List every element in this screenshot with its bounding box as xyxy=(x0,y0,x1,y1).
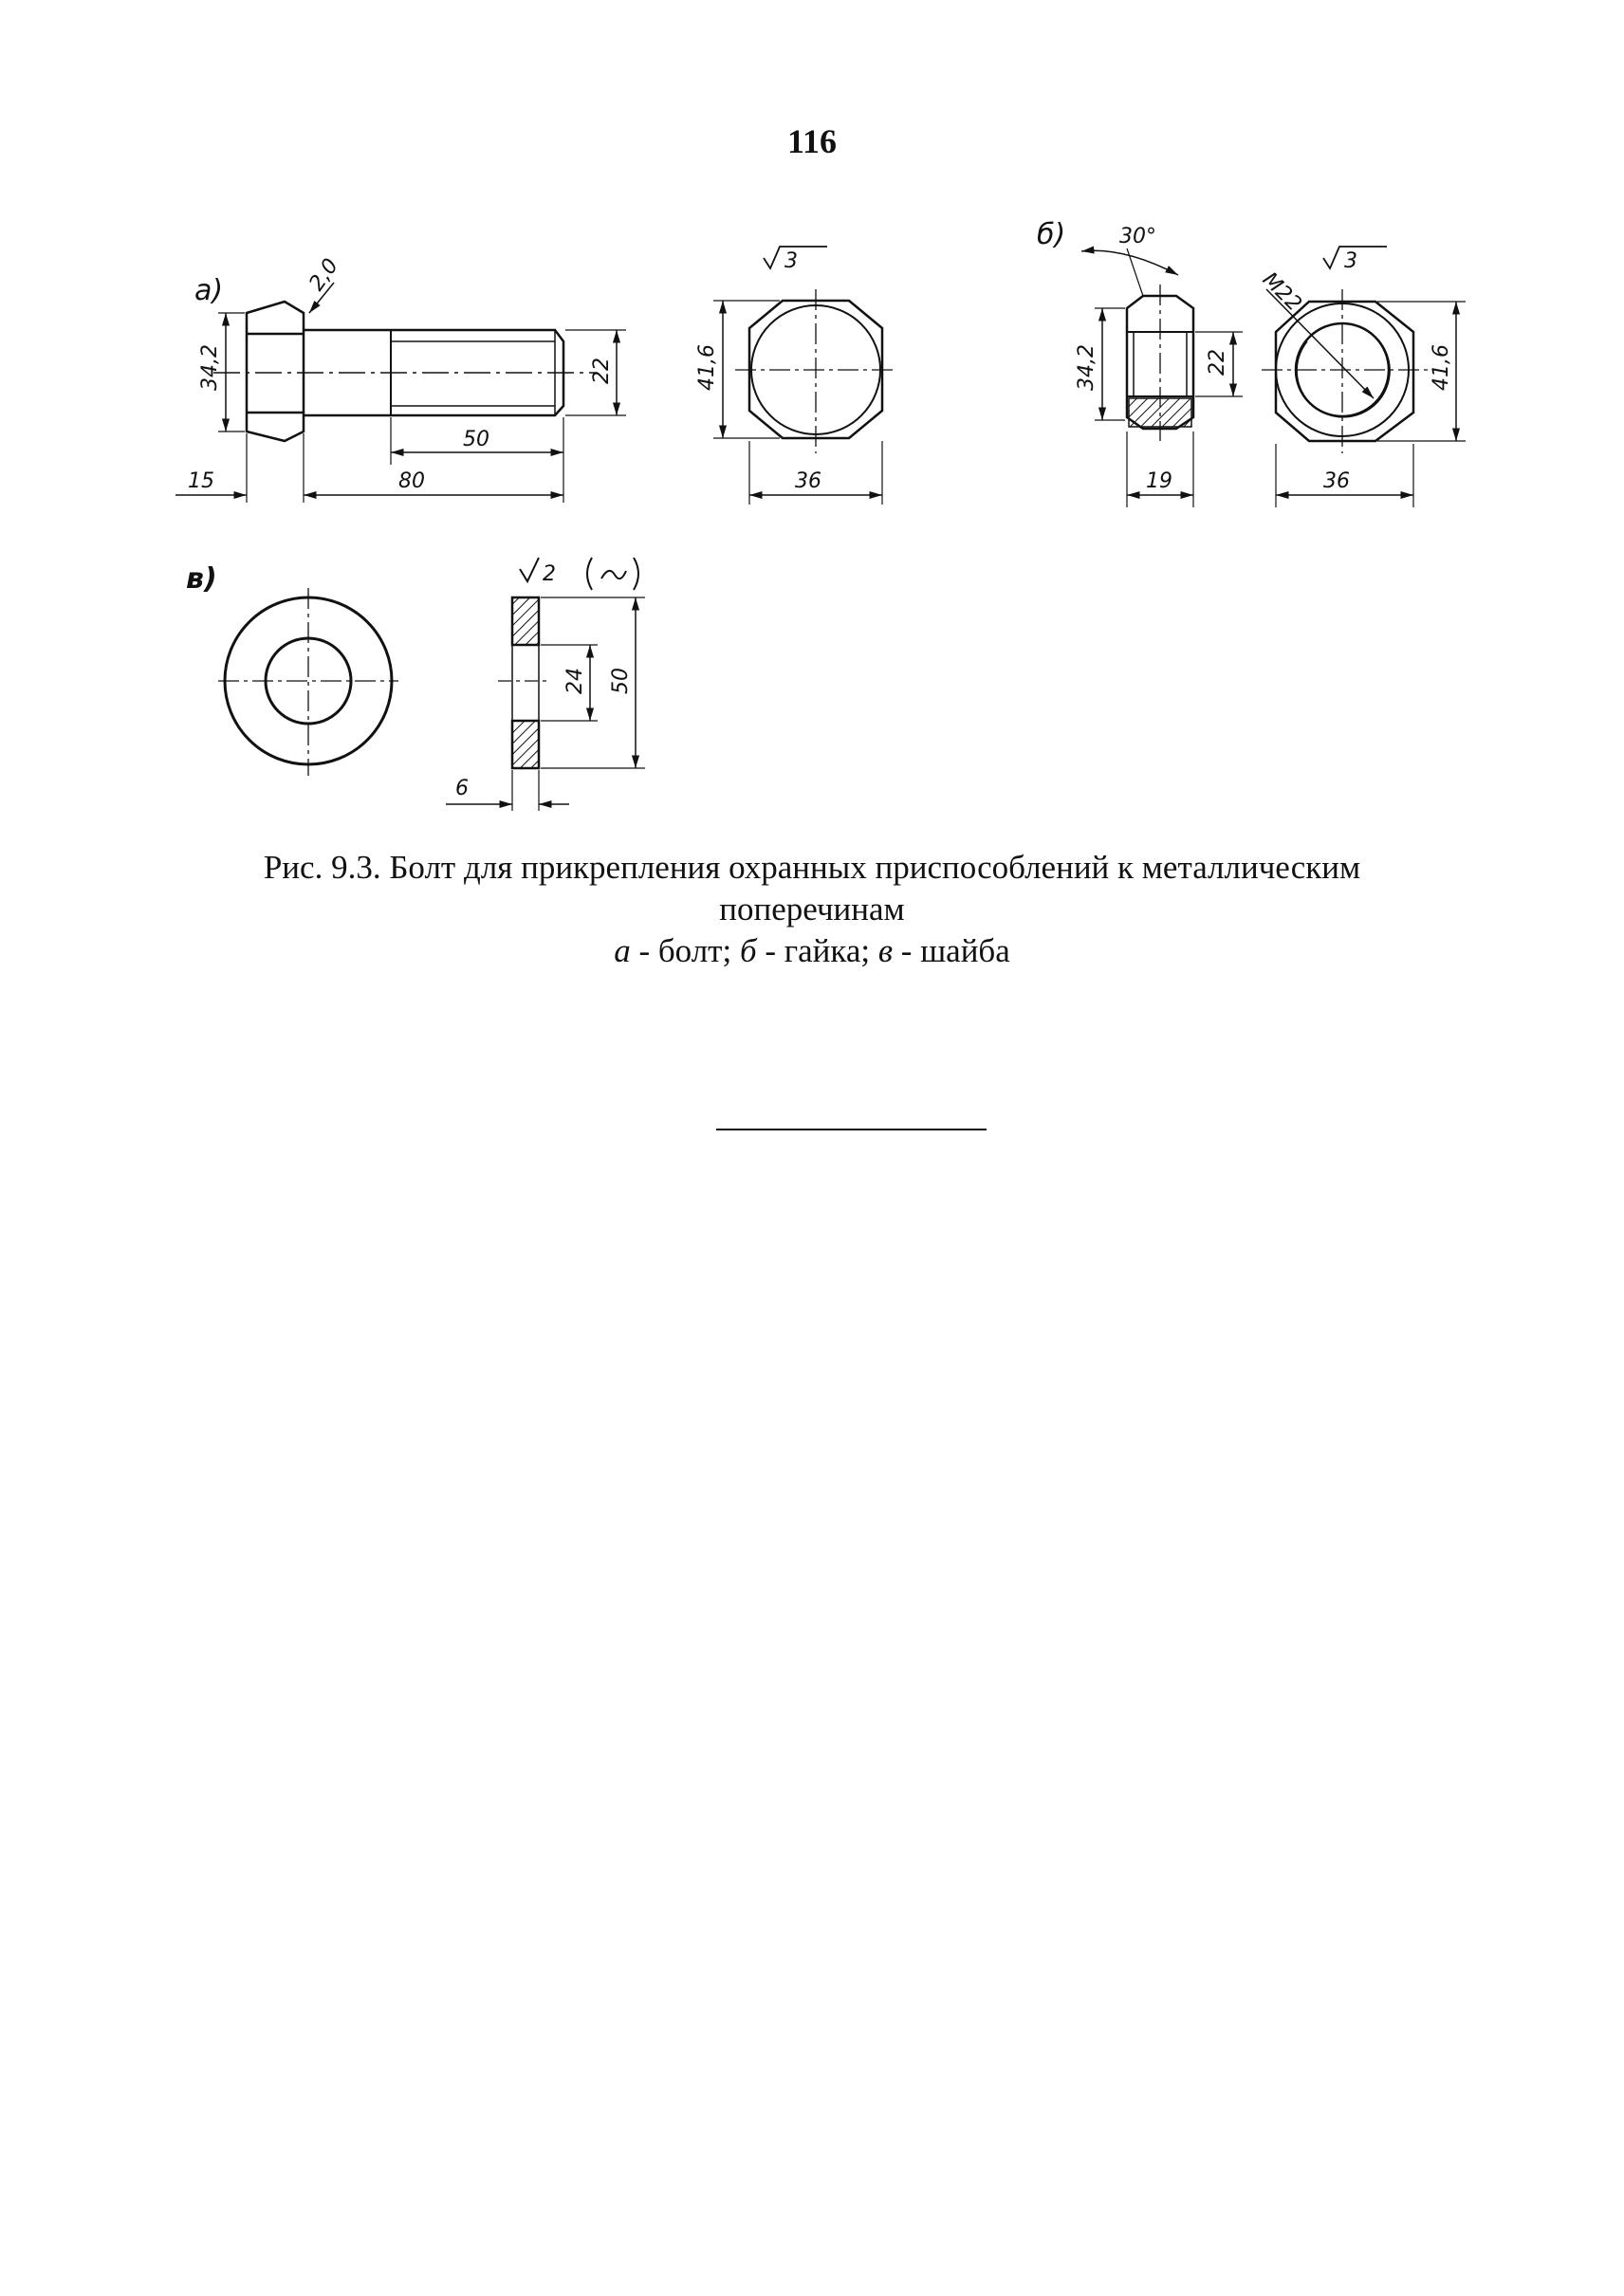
label-a: а) xyxy=(194,274,224,307)
caption-text-v: - шайба xyxy=(893,932,1010,969)
dim-head-hex-width: 36 xyxy=(795,469,821,493)
angle-arc xyxy=(1081,250,1178,275)
page-number: 116 xyxy=(786,122,837,160)
caption-text-a: - болт; xyxy=(630,932,740,969)
nut-end-view xyxy=(1262,289,1428,453)
caption-text-b: - гайка; xyxy=(756,932,878,969)
dim-washer-roughness: 2 xyxy=(543,562,556,586)
bolt-head-end-view xyxy=(735,289,896,453)
dim-nut-height: 34,2 xyxy=(1075,344,1098,391)
dim-nut-thread-callout: M22 xyxy=(1257,267,1306,317)
dim-washer-inner: 24 xyxy=(563,668,587,694)
figure-caption xyxy=(0,847,1624,972)
caption-key-v: в xyxy=(877,932,894,969)
roughness-any-method-symbol xyxy=(587,558,638,590)
caption-line-1: Рис. 9.3. Болт для прикрепления охранных приспособлений к металлическим xyxy=(263,849,1361,886)
caption-line-3 xyxy=(0,930,1624,972)
dim-head-roughness: 3 xyxy=(784,249,798,273)
dim-bolt-head-height: 34,2 xyxy=(198,344,222,391)
label-v: в) xyxy=(186,562,217,596)
label-b: б) xyxy=(1037,218,1066,251)
dim-nut-angle: 30° xyxy=(1119,225,1156,248)
bolt-side-view xyxy=(213,302,598,441)
nut-side-view xyxy=(1127,285,1193,441)
dim-bolt-thread-length: 50 xyxy=(463,428,489,451)
dim-washer-outer: 50 xyxy=(609,668,633,694)
dim-nut-hex-height: 41,6 xyxy=(1430,344,1453,391)
washer-section-view xyxy=(498,597,550,768)
washer-front-view xyxy=(218,588,398,776)
dim-bolt-thread-diameter: 22 xyxy=(590,358,614,384)
dim-washer-thickness: 6 xyxy=(455,777,469,800)
dim-nut-hex-width: 36 xyxy=(1323,469,1350,493)
bolt-head-outline xyxy=(247,302,304,441)
dim-nut-thickness: 19 xyxy=(1146,469,1172,493)
dim-bolt-length: 80 xyxy=(398,469,425,493)
dim-nut-thread: 22 xyxy=(1206,349,1229,376)
dim-bolt-chamfer: 2,0 xyxy=(304,254,343,296)
caption-key-a: а xyxy=(614,932,631,969)
roughness-symbol xyxy=(520,558,539,581)
caption-key-b: б xyxy=(739,932,757,969)
dim-bolt-head-thickness: 15 xyxy=(188,469,214,493)
dim-nut-roughness: 3 xyxy=(1344,249,1357,273)
footnote-divider xyxy=(716,1129,987,1130)
caption-line-2: поперечинам xyxy=(719,891,905,928)
dim-head-hex-height: 41,6 xyxy=(695,344,719,391)
